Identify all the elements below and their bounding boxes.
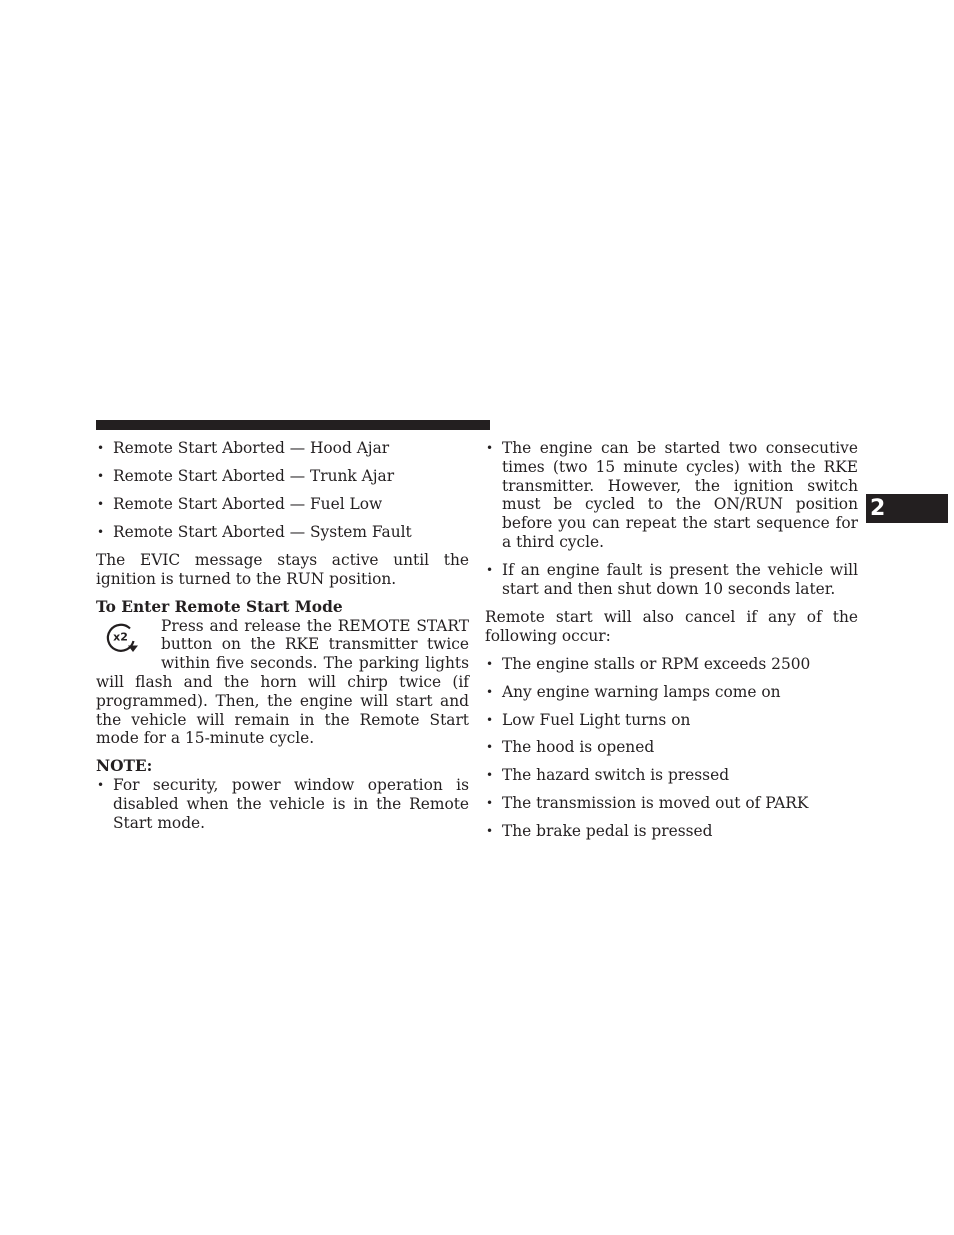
enter-remote-start-heading: To Enter Remote Start Mode <box>96 597 343 616</box>
right-column <box>485 439 858 850</box>
list-item: • Remote Start Aborted — System Fault <box>96 523 469 542</box>
list-item: • The transmission is moved out of PARK <box>485 794 858 813</box>
enter-remote-start-block <box>96 617 469 749</box>
cancel-intro: Remote start will also cancel if any of the following occur: <box>485 607 858 645</box>
note-list <box>96 776 469 832</box>
info-list <box>485 439 858 599</box>
remote-start-x2-icon <box>96 617 161 667</box>
abort-message-list <box>96 439 469 542</box>
remote-icon-label: x2 <box>113 630 128 644</box>
list-item: • The hazard switch is pressed <box>485 766 858 785</box>
list-item: • Low Fuel Light turns on <box>485 711 858 730</box>
evic-paragraph: The EVIC message stays active until the ignition is turned to the RUN position. <box>96 550 469 588</box>
cancel-conditions-list <box>485 655 858 842</box>
left-column <box>96 439 469 842</box>
list-item: • The engine stalls or RPM exceeds 2500 <box>485 655 858 674</box>
list-item: • Any engine warning lamps come on <box>485 683 858 702</box>
chapter-tab: 2 <box>866 494 948 523</box>
list-item: • For security, power window operation is disabled when the vehicle is in the Remote Start mode. <box>96 776 469 832</box>
section-header-rule <box>96 420 490 430</box>
list-item: • The hood is opened <box>485 738 858 757</box>
list-item: • The engine can be started two consecutive times (two 15 minute cycles) with the RKE transmitter. However, the ignition switch must be cycled to the ON/RUN position before you can repeat the start sequence for a third cycle. <box>485 439 858 552</box>
enter-remote-start-text: Press and release the REMOTE START button on the RKE transmitter twice within five seconds. The parking lights will flash and the horn will chirp twice (if programmed). Then, the engine will start and the vehicle will remain in the Remote Start mode for a 15-minute cycle. <box>96 616 469 748</box>
note-label: NOTE: <box>96 757 153 776</box>
list-item: • Remote Start Aborted — Hood Ajar <box>96 439 469 458</box>
list-item: • If an engine fault is present the vehicle will start and then shut down 10 seconds later. <box>485 561 858 599</box>
list-item: • Remote Start Aborted — Trunk Ajar <box>96 467 469 486</box>
list-item: • The brake pedal is pressed <box>485 822 858 841</box>
list-item: • Remote Start Aborted — Fuel Low <box>96 495 469 514</box>
